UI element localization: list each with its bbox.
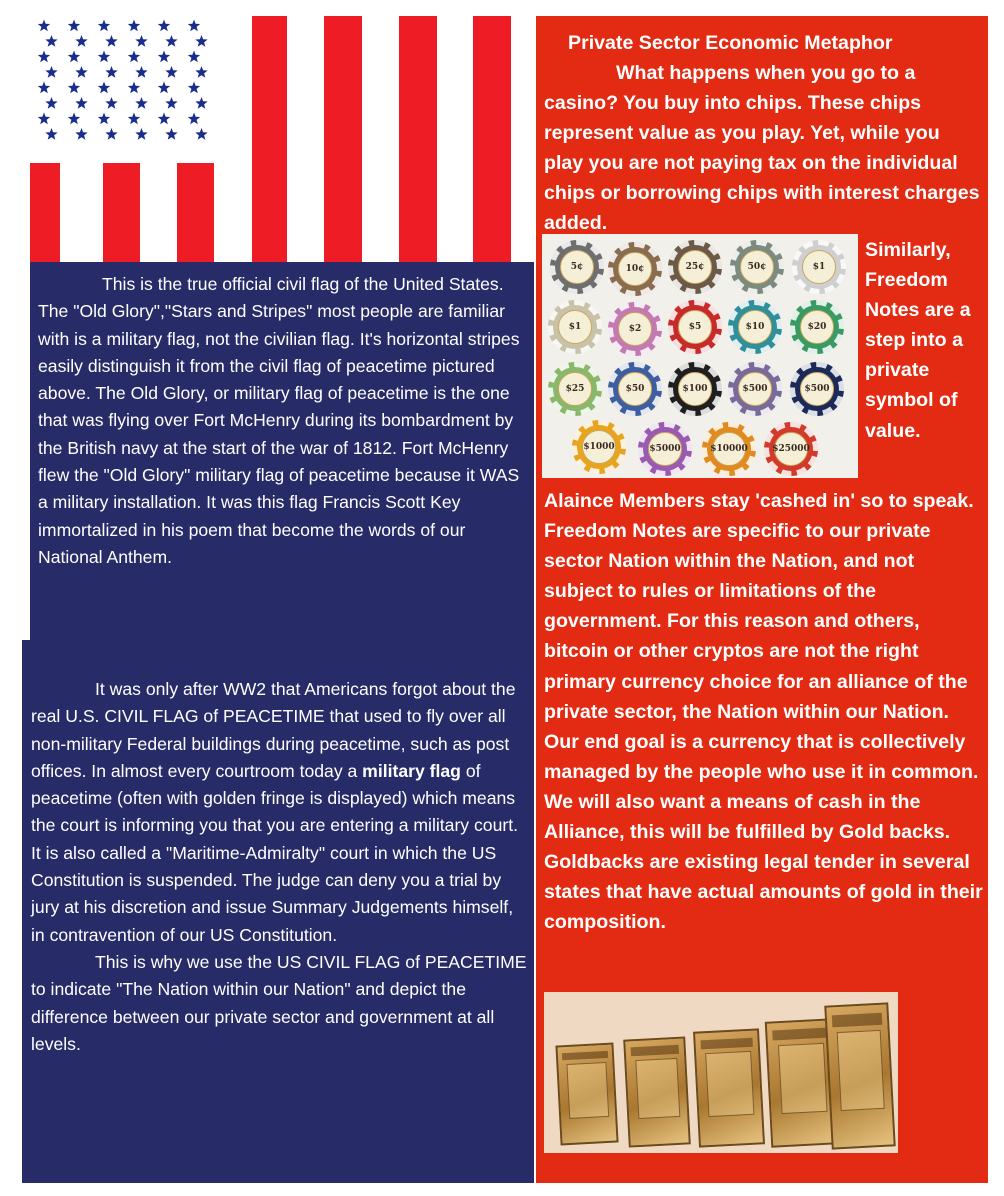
poker-chip-label: $100 bbox=[678, 372, 712, 406]
flag-star bbox=[188, 51, 200, 63]
poker-chip bbox=[790, 300, 844, 354]
flag-stars bbox=[30, 16, 213, 144]
poker-chip-label: 25¢ bbox=[678, 250, 712, 284]
military-flag-bold: military flag bbox=[362, 760, 461, 781]
flag-stripe bbox=[30, 163, 60, 262]
poker-chip bbox=[550, 240, 604, 294]
flag-star bbox=[135, 128, 147, 140]
flag-star bbox=[75, 35, 87, 47]
flag-stripe bbox=[399, 16, 437, 262]
flag-star bbox=[135, 97, 147, 109]
flag-star bbox=[105, 66, 117, 78]
poker-chip-label: $500 bbox=[738, 372, 772, 406]
flag-star bbox=[128, 82, 140, 94]
poker-chip bbox=[608, 302, 662, 356]
flag-stripe bbox=[103, 163, 140, 262]
poker-chip-label: 10¢ bbox=[618, 252, 652, 286]
flag-star bbox=[165, 66, 177, 78]
flag-star bbox=[45, 128, 57, 140]
flag-star bbox=[75, 128, 87, 140]
poker-chip bbox=[668, 300, 722, 354]
flag-star bbox=[105, 97, 117, 109]
flag-star bbox=[165, 128, 177, 140]
poker-chip bbox=[548, 300, 602, 354]
flag-star bbox=[45, 97, 57, 109]
flag-star bbox=[98, 51, 110, 63]
goldback-note bbox=[824, 1002, 895, 1149]
poker-chip-label: 50¢ bbox=[740, 250, 774, 284]
poker-chip bbox=[668, 240, 722, 294]
flag-star bbox=[128, 20, 140, 32]
poker-chip-label: 5¢ bbox=[560, 250, 594, 284]
flag-star bbox=[45, 66, 57, 78]
poker-chip bbox=[702, 422, 756, 476]
casino-text: What happens when you go to a casino? You buy into chips. These chips represent value as you play. Yet, while you play you are not paying tax on the individual chips or borrowing chips with interest charges added. bbox=[544, 62, 980, 235]
flag-star bbox=[75, 97, 87, 109]
poker-chip bbox=[668, 362, 722, 416]
flag-stripe bbox=[324, 16, 362, 262]
flag-star bbox=[45, 35, 57, 47]
flag-star bbox=[158, 20, 170, 32]
flag-star bbox=[188, 82, 200, 94]
poker-chip bbox=[730, 240, 784, 294]
flag-star bbox=[98, 82, 110, 94]
flag-star bbox=[165, 97, 177, 109]
goldback-note bbox=[693, 1028, 765, 1147]
flag-star bbox=[135, 66, 147, 78]
casino-chips-image bbox=[542, 234, 858, 478]
alliance-paragraph: Alaince Members stay 'cashed in' so to speak. Freedom Notes are specific to our private sector Nation within the Nation, and not subject to rules or limitations of the government. For this reason and others, bitcoin or other cryptos are not the right primary currency choice for an alliance of the private sector, the Nation within our Nation. Our end goal is a currency that is collectively managed by the people who use it in common. We will also want a means of cash in the Alliance, this will be fulfilled by Gold backs. Goldbacks are existing legal tender in several states that have actual amounts of gold in their composition. bbox=[544, 490, 983, 934]
flag-star bbox=[68, 82, 80, 94]
nation-within-text: This is why we use the US CIVIL FLAG of PEACETIME to indicate "The Nation within our Nation" and depict the difference between our private sector and government at all levels. bbox=[31, 951, 527, 1054]
flag-star bbox=[195, 97, 207, 109]
flag-stripe bbox=[252, 16, 287, 262]
flag-star bbox=[105, 128, 117, 140]
poker-chip bbox=[792, 240, 846, 294]
poker-chip-label: $10 bbox=[738, 310, 772, 344]
poker-chip bbox=[728, 300, 782, 354]
flag-star bbox=[135, 35, 147, 47]
flag-star bbox=[195, 35, 207, 47]
flag-star bbox=[165, 35, 177, 47]
courtroom-text-b: of peacetime (often with golden fringe is displayed) which means the court is informing you that you are entering a military court. It is also called a "Maritime-Admiralty" court in which the US Constitution is suspended. The judge can deny you a trial by jury at his discretion and issue Summary Judgements himself, in contravention of our US Constitution. bbox=[31, 760, 518, 945]
flag-star bbox=[195, 66, 207, 78]
poker-chip-label: $2 bbox=[618, 312, 652, 346]
civil-flag-image bbox=[30, 16, 512, 262]
flag-star bbox=[38, 113, 50, 125]
flag-star bbox=[98, 113, 110, 125]
poker-chip-label: $1 bbox=[802, 250, 836, 284]
flag-star bbox=[38, 20, 50, 32]
poker-chip bbox=[790, 362, 844, 416]
poker-chip bbox=[764, 422, 818, 476]
flag-star bbox=[195, 128, 207, 140]
poker-chip-label: $5000 bbox=[648, 432, 682, 466]
flag-star bbox=[188, 113, 200, 125]
flag-star bbox=[75, 66, 87, 78]
civil-flag-text: This is the true official civil flag of the United States. The "Old Glory","Stars and Stripes" most people are familiar with is a military flag, not the civilian flag. It's horizontal stripes easily distinguish it from the civil flag of peacetime pictured above. The Old Glory, or military flag of peacetime is the one that was flying over Fort McHenry during its bombardment by the British navy at the start of the war of 1812. Fort McHenry flew the "Old Glory" military flag of peacetime because it WAS a military installation. It was this flag Francis Scott Key immortalized in his poem that become the words of our National Anthem. bbox=[38, 274, 520, 567]
poker-chip bbox=[548, 362, 602, 416]
goldback-note bbox=[623, 1036, 691, 1147]
section-title: Private Sector Economic Metaphor bbox=[568, 32, 893, 54]
civil-flag-paragraph bbox=[38, 271, 528, 571]
poker-chip-label: $25000 bbox=[774, 432, 808, 466]
flag-star bbox=[158, 82, 170, 94]
poker-chip bbox=[638, 422, 692, 476]
flag-star bbox=[105, 35, 117, 47]
flag-star bbox=[68, 113, 80, 125]
poker-chip-label: $20 bbox=[800, 310, 834, 344]
freedom-notes-sidebar: Similarly, Freedom Notes are a step into a private symbol of value. bbox=[865, 239, 971, 442]
flag-star bbox=[128, 51, 140, 63]
casino-paragraph bbox=[544, 58, 984, 239]
flag-star bbox=[158, 51, 170, 63]
poker-chip-label: $500 bbox=[800, 372, 834, 406]
poker-chip bbox=[572, 420, 626, 474]
poker-chip-label: $10000 bbox=[712, 432, 746, 466]
flag-star bbox=[38, 51, 50, 63]
poker-chip-label: $1 bbox=[558, 310, 592, 344]
flag-star bbox=[158, 113, 170, 125]
flag-star bbox=[188, 20, 200, 32]
poker-chip bbox=[608, 242, 662, 296]
flag-star bbox=[128, 113, 140, 125]
goldback-note bbox=[555, 1043, 618, 1146]
flag-star bbox=[38, 82, 50, 94]
poker-chip-label: $5 bbox=[678, 310, 712, 344]
flag-star bbox=[68, 20, 80, 32]
goldbacks-image bbox=[544, 992, 898, 1153]
poker-chip bbox=[608, 362, 662, 416]
poker-chip bbox=[728, 362, 782, 416]
flag-star bbox=[68, 51, 80, 63]
flag-stripe bbox=[177, 163, 214, 262]
poker-chip-label: $1000 bbox=[582, 430, 616, 464]
flag-star bbox=[98, 20, 110, 32]
poker-chip-label: $50 bbox=[618, 372, 652, 406]
flag-stripe bbox=[473, 16, 511, 262]
courtroom-text-a: It was only after WW2 that Americans forgot about the real U.S. CIVIL FLAG of PEACETIME that used to fly over all non-military Federal buildings during peacetime, such as post offices. In almost every courtroom today a bbox=[31, 679, 516, 781]
poker-chip-label: $25 bbox=[558, 372, 592, 406]
flag-canton bbox=[30, 16, 213, 144]
courtroom-paragraph bbox=[31, 676, 529, 1058]
